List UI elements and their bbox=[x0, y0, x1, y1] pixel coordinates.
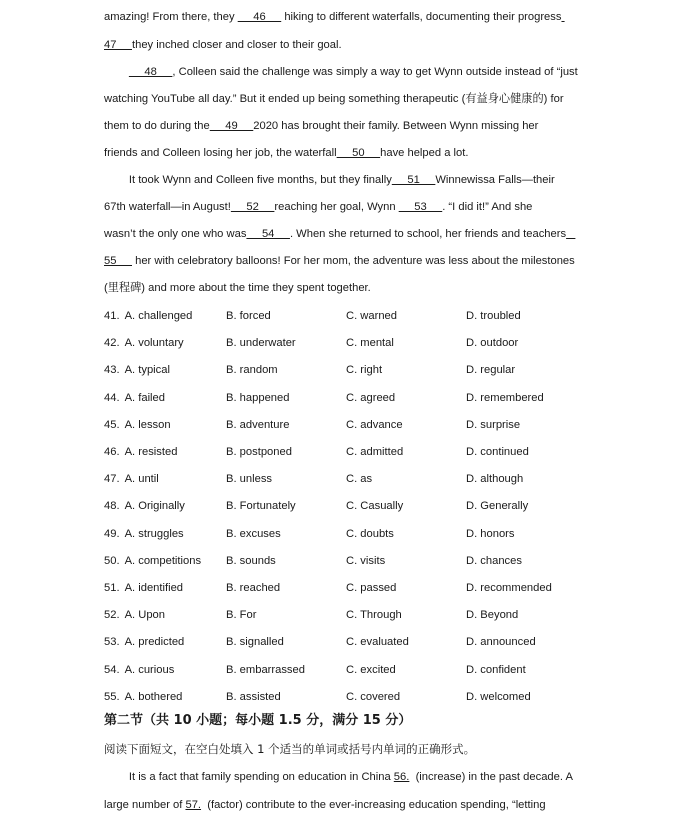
option-c: C. Casually bbox=[346, 500, 404, 513]
passage-text: It took Wynn and Colleen five months, but they finally bbox=[104, 174, 392, 186]
option-d: D. chances bbox=[466, 554, 522, 567]
option-c: C. visits bbox=[346, 554, 386, 567]
passage-text: reaching her goal, Wynn bbox=[274, 201, 399, 213]
passage-text: . “I did it!” And she bbox=[442, 201, 533, 213]
passage-line bbox=[104, 281, 371, 295]
answer-blank: 47 bbox=[104, 39, 132, 51]
passage-line bbox=[104, 770, 573, 784]
option-a: A. lesson bbox=[124, 418, 171, 431]
answer-blank: 50 bbox=[336, 147, 381, 159]
option-b: B. forced bbox=[226, 310, 271, 322]
passage-line bbox=[104, 798, 546, 812]
passage-text: Winnewissa Falls—their bbox=[435, 174, 555, 186]
passage-text: they inched closer and closer to their goal. bbox=[132, 39, 342, 51]
option-a: A. voluntary bbox=[124, 337, 184, 350]
passage-text: them to do during the bbox=[104, 120, 210, 132]
option-b: B. For bbox=[226, 609, 257, 622]
option-d: D. continued bbox=[466, 446, 529, 458]
answer-blank: 56. bbox=[393, 771, 410, 783]
option-d: D. Generally bbox=[466, 500, 529, 513]
option-a: A. predicted bbox=[124, 636, 185, 649]
passage-text: , Colleen said the challenge was simply a way to get Wynn outside instead of “just bbox=[172, 66, 578, 78]
question-row bbox=[104, 391, 584, 405]
option-c: C. passed bbox=[346, 582, 397, 594]
answer-blank: 51 bbox=[391, 174, 436, 186]
option-a: A. challenged bbox=[124, 310, 193, 322]
option-b: B. random bbox=[226, 364, 278, 377]
passage-text: large number of bbox=[104, 799, 186, 811]
question-number: 49. bbox=[104, 527, 120, 540]
option-b: B. signalled bbox=[226, 636, 284, 649]
option-a: A. until bbox=[124, 473, 159, 486]
option-c: C. as bbox=[346, 473, 373, 486]
section-instruction: 阅读下面短文，在空白处填入 1 个适当的单词或括号内单词的正确形式。 bbox=[104, 742, 476, 756]
option-a: A. curious bbox=[124, 663, 175, 676]
question-number: 52. bbox=[104, 609, 120, 622]
question-row bbox=[104, 690, 584, 704]
passage-line bbox=[104, 10, 565, 24]
option-c: C. excited bbox=[346, 663, 396, 676]
option-d: D. remembered bbox=[466, 391, 544, 404]
passage-text: wasn’t the only one who was bbox=[104, 228, 247, 240]
question-row bbox=[104, 472, 584, 486]
option-d: D. honors bbox=[466, 527, 515, 540]
passage-line bbox=[104, 173, 555, 187]
passage-line bbox=[104, 200, 532, 214]
question-row bbox=[104, 309, 584, 323]
option-a: A. Upon bbox=[124, 609, 165, 622]
option-a: A. Originally bbox=[124, 500, 185, 513]
question-row bbox=[104, 527, 584, 541]
option-a: A. typical bbox=[124, 364, 170, 377]
question-number: 43. bbox=[104, 364, 120, 377]
answer-blank bbox=[561, 11, 564, 23]
question-number-and-option-a bbox=[104, 608, 165, 622]
option-b: B. adventure bbox=[226, 418, 290, 431]
section-heading: 第二节（共 10 小题；每小题 1.5 分，满分 15 分） bbox=[104, 713, 412, 728]
question-row bbox=[104, 608, 584, 622]
answer-blank: 57. bbox=[185, 799, 202, 811]
option-d: D. although bbox=[466, 473, 524, 486]
question-row bbox=[104, 663, 584, 677]
passage-text: hiking to different waterfalls, documenting their progress bbox=[281, 11, 562, 23]
question-number-and-option-a bbox=[104, 391, 165, 405]
option-d: D. welcomed bbox=[466, 690, 531, 703]
passage-line bbox=[104, 38, 342, 52]
option-b: B. Fortunately bbox=[226, 500, 296, 513]
question-number: 54. bbox=[104, 663, 120, 676]
option-b: B. postponed bbox=[226, 446, 292, 458]
option-a: A. identified bbox=[124, 582, 184, 594]
option-a: A. resisted bbox=[124, 446, 178, 458]
option-b: B. sounds bbox=[226, 554, 276, 567]
option-c: C. evaluated bbox=[346, 636, 409, 649]
passage-line bbox=[104, 92, 564, 106]
option-a: A. bothered bbox=[124, 690, 183, 703]
answer-blank: 46 bbox=[237, 11, 282, 23]
passage-text: It is a fact that family spending on education in China bbox=[104, 771, 394, 783]
question-number: 48. bbox=[104, 500, 120, 513]
option-b: B. assisted bbox=[226, 690, 281, 703]
passage-text: (increase) in the past decade. A bbox=[409, 771, 573, 783]
question-number-and-option-a bbox=[104, 363, 170, 377]
question-row bbox=[104, 336, 584, 350]
question-number-and-option-a bbox=[104, 527, 184, 541]
option-c: C. doubts bbox=[346, 527, 394, 540]
passage-text: amazing! From there, they bbox=[104, 11, 238, 23]
option-b: B. embarrassed bbox=[226, 663, 305, 676]
passage-text: watching YouTube all day.” But it ended up being something therapeutic (有益身心健康的) for bbox=[104, 93, 564, 105]
passage-line bbox=[104, 227, 575, 241]
answer-blank: 48 bbox=[128, 66, 173, 78]
passage-text: (factor) contribute to the ever-increasing education spending, “letting bbox=[201, 799, 546, 811]
answer-blank: 53 bbox=[398, 201, 443, 213]
question-number-and-option-a bbox=[104, 635, 184, 649]
passage-text bbox=[104, 66, 129, 78]
question-number-and-option-a bbox=[104, 663, 174, 677]
option-d: D. surprise bbox=[466, 418, 521, 431]
option-d: D. announced bbox=[466, 636, 536, 649]
question-number: 42. bbox=[104, 337, 120, 350]
question-row bbox=[104, 499, 584, 513]
option-c: C. agreed bbox=[346, 391, 396, 404]
passage-text: . When she returned to school, her friends and teachers bbox=[289, 228, 567, 240]
passage-text: 67th waterfall—in August! bbox=[104, 201, 231, 213]
question-number-and-option-a bbox=[104, 336, 184, 350]
question-number: 45. bbox=[104, 418, 120, 431]
option-c: C. admitted bbox=[346, 446, 404, 458]
option-b: B. unless bbox=[226, 473, 273, 486]
passage-text: 2020 has brought their family. Between Wynn missing her bbox=[253, 120, 539, 132]
passage-text: (里程碑) and more about the time they spent together. bbox=[104, 282, 371, 294]
option-c: C. advance bbox=[346, 418, 403, 431]
option-d: D. Beyond bbox=[466, 609, 519, 622]
question-number-and-option-a bbox=[104, 690, 182, 704]
passage-line bbox=[104, 254, 575, 268]
question-number-and-option-a bbox=[104, 499, 185, 513]
question-row bbox=[104, 635, 584, 649]
question-number: 53. bbox=[104, 636, 120, 649]
passage-line bbox=[104, 119, 538, 133]
question-row bbox=[104, 554, 584, 568]
question-number-and-option-a bbox=[104, 554, 201, 568]
option-b: B. happened bbox=[226, 391, 290, 404]
option-d: D. outdoor bbox=[466, 337, 519, 350]
question-number: 55. bbox=[104, 690, 120, 703]
question-number: 50. bbox=[104, 554, 120, 567]
question-row bbox=[104, 581, 584, 595]
option-d: D. recommended bbox=[466, 582, 552, 594]
passage-line bbox=[104, 65, 578, 79]
option-d: D. confident bbox=[466, 663, 526, 676]
question-number: 44. bbox=[104, 391, 120, 404]
option-d: D. regular bbox=[466, 364, 516, 377]
option-a: A. failed bbox=[124, 391, 165, 404]
question-row bbox=[104, 418, 584, 432]
option-c: C. covered bbox=[346, 690, 401, 703]
option-d: D. troubled bbox=[466, 310, 521, 322]
question-number: 47. bbox=[104, 473, 120, 486]
passage-text: friends and Colleen losing her job, the waterfall bbox=[104, 147, 337, 159]
option-a: A. competitions bbox=[124, 554, 202, 567]
question-number-and-option-a bbox=[104, 445, 177, 459]
option-b: B. underwater bbox=[226, 337, 296, 350]
question-number-and-option-a bbox=[104, 418, 171, 432]
passage-text: her with celebratory balloons! For her mom, the adventure was less about the milestones bbox=[132, 255, 575, 267]
option-c: C. right bbox=[346, 364, 383, 377]
question-number: 51. bbox=[104, 582, 120, 594]
option-b: B. reached bbox=[226, 582, 281, 594]
question-number-and-option-a bbox=[104, 581, 183, 595]
option-b: B. excuses bbox=[226, 527, 281, 540]
option-a: A. struggles bbox=[124, 527, 184, 540]
option-c: C. Through bbox=[346, 609, 402, 622]
answer-blank: 55 bbox=[104, 255, 132, 267]
question-number-and-option-a bbox=[104, 309, 192, 323]
answer-blank: 54 bbox=[246, 228, 290, 240]
question-number: 41. bbox=[104, 310, 120, 322]
passage-text: have helped a lot. bbox=[380, 147, 469, 159]
question-number-and-option-a bbox=[104, 472, 159, 486]
question-row bbox=[104, 445, 584, 459]
option-c: C. mental bbox=[346, 337, 394, 350]
option-c: C. warned bbox=[346, 310, 397, 322]
passage-line bbox=[104, 146, 468, 160]
question-number: 46. bbox=[104, 446, 120, 458]
question-row bbox=[104, 363, 584, 377]
answer-blank bbox=[566, 228, 575, 240]
answer-blank: 52 bbox=[230, 201, 275, 213]
answer-blank: 49 bbox=[209, 120, 254, 132]
